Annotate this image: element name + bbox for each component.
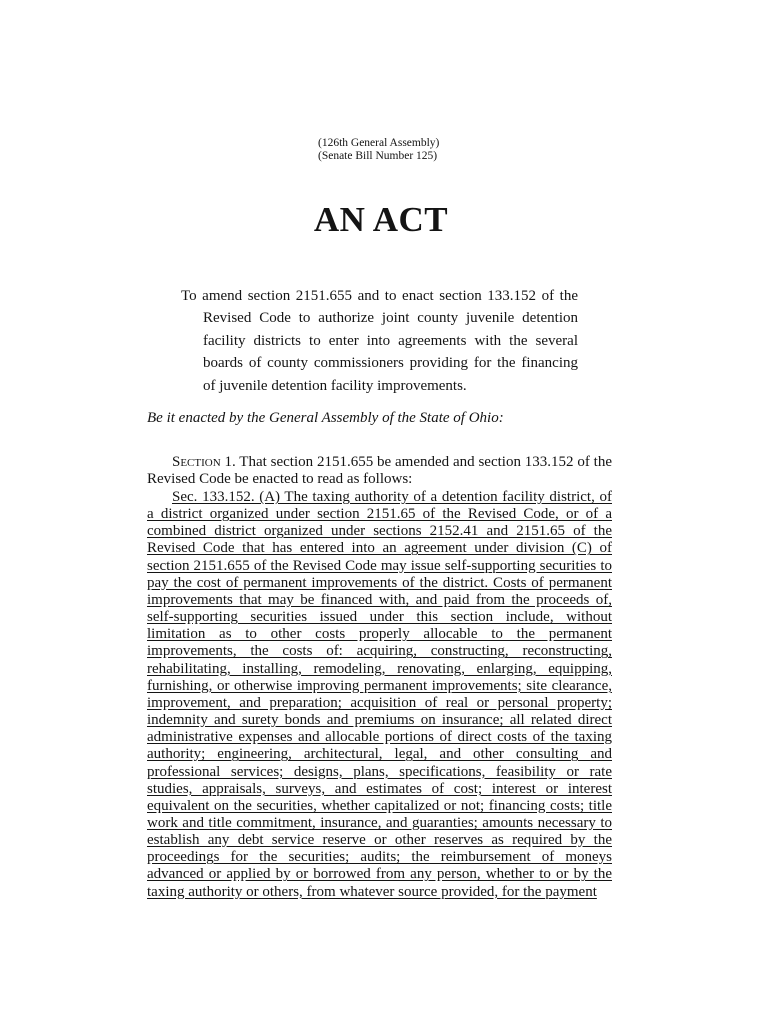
senate-bill-line: (Senate Bill Number 125) — [318, 150, 438, 162]
enacting-clause: Be it enacted by the General Assembly of the State of Ohio: — [147, 410, 504, 426]
general-assembly-line: (126th General Assembly) — [318, 137, 440, 149]
bill-header — [318, 137, 439, 163]
act-title: AN ACT — [313, 200, 449, 239]
section-1-intro — [147, 454, 612, 489]
enacted-section-text: Sec. 133.152. (A) The taxing authority of a detention facility district, of a district organized under section 2151.65 of the Revised Code, or of a combined district organized under sections 2152.41 and 2151.65 of the Revised Code that has entered into an agreement under division (C) of section 2151.655 of the Revised Code may issue self-supporting securities to pay the cost of permanent improvements of the district. Costs of permanent improvements that may be financed with, and paid from the proceeds of, self-supporting securities issued under this section include, without limitation as to other costs properly allocable to the permanent improvements, the costs of: acquiring, constructing, reconstructing, rehabilitating, installing, remodeling, renovating, enlarging, equipping, furnishing, or otherwise improving permanent improvements; site clearance, improvement, and preparation; acquisition of real or personal property; indemnity and surety bonds and premiums on insurance; all related direct administrative expenses and allocable portions of direct costs of the taxing authority; engineering, architectural, legal, and other consulting and professional services; designs, plans, specifications, feasibility or rate studies, appraisals, surveys, and estimates of cost; interest or interest equivalent on the securities, whether capitalized or not; financing costs; title work and title commitment, insurance, and guaranties; amounts necessary to establish any debt service reserve or other reserves as required by the proceedings for the securities; audits; the reimbursement of moneys advanced or applied by or borrowed from any person, whether to or by the taxing authority or others, from whatever source provided, for the payment — [147, 489, 612, 900]
act-purpose-clause: To amend section 2151.655 and to enact section 133.152 of the Revised Code to authorize joint county juvenile detention facility districts to enter into agreements with the several boards of county commissioners providing for the financing of juvenile detention facility improvements. — [181, 288, 578, 394]
section-1-text: 1. That section 2151.655 be amended and section 133.152 of the Revised Code be enacted to read as follows: — [147, 454, 612, 488]
section-label: Section — [172, 454, 221, 470]
